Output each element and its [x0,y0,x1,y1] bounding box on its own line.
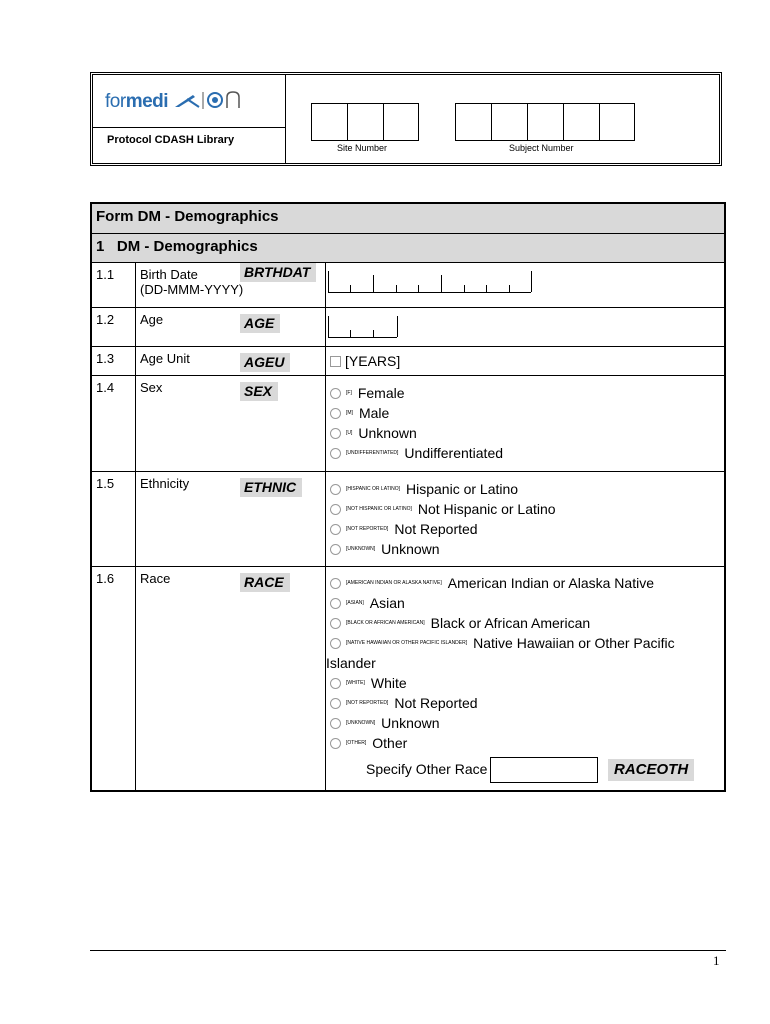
radio-button[interactable] [330,718,341,729]
subject-number-label: Subject Number [509,143,574,153]
sex-option[interactable] [330,443,724,463]
race-option[interactable] [330,613,724,633]
logo-text-medi: medi [125,91,169,112]
subject-digit-box[interactable] [455,103,491,141]
sex-label: Sex [140,380,163,395]
option-label: White [370,675,407,691]
row-number: 1.2 [92,308,136,346]
birth-date-label: Birth Date [140,267,198,282]
birth-date-format: (DD-MMM-YYYY) [140,282,244,297]
option-label: Undifferentiated [404,445,504,461]
radio-button[interactable] [330,598,341,609]
option-label: Not Reported [394,521,478,537]
option-code: [NATIVE HAWAIIAN OR OTHER PACIFIC ISLANDER] [346,640,468,646]
option-label: Other [372,735,408,751]
radio-button[interactable] [330,678,341,689]
option-code: [HISPANIC OR LATINO] [346,486,400,492]
radio-button[interactable] [330,388,341,399]
radio-button[interactable] [330,484,341,495]
ethnicity-option[interactable] [330,539,724,559]
row-birth-date [92,263,724,308]
row-label [136,263,326,307]
ethnicity-option[interactable] [330,499,724,519]
race-option[interactable] [330,633,724,653]
option-label: Black or African American [430,615,591,631]
radio-button[interactable] [330,578,341,589]
sex-option[interactable] [330,403,724,423]
site-number-boxes[interactable] [311,103,419,141]
option-code: [ASIAN] [346,600,364,606]
option-code: [UNKNOWN] [346,720,376,726]
sex-option[interactable] [330,383,724,403]
subject-digit-box[interactable] [563,103,599,141]
row-number: 1.1 [92,263,136,307]
option-label: Unknown [381,715,440,731]
option-code: [M] [346,410,353,416]
radio-button[interactable] [330,618,341,629]
variable-code: BRTHDAT [240,263,316,282]
option-label: Native Hawaiian or Other Pacific [473,635,675,651]
race-label: Race [140,571,171,586]
years-checkbox-label: [YEARS] [345,353,401,369]
option-label: Not Reported [394,695,478,711]
variable-code: RACEOTH [608,759,694,781]
row-sex [92,376,724,472]
row-number: 1.3 [92,347,136,375]
option-code: [UNKNOWN] [346,546,376,552]
option-label: American Indian or Alaska Native [447,575,654,591]
race-option[interactable] [330,713,724,733]
formedix-logo [105,89,245,113]
variable-code: ETHNIC [240,478,302,497]
radio-button[interactable] [330,544,341,555]
option-label: Female [357,385,405,401]
birth-date-field[interactable] [326,263,724,307]
race-option[interactable] [330,593,724,613]
row-age [92,308,724,347]
option-code: [UNDIFFERENTIATED] [346,450,399,456]
race-options [326,567,724,790]
sex-option[interactable] [330,423,724,443]
footer-rule [90,950,726,951]
row-number: 1.4 [92,376,136,471]
row-ethnicity [92,472,724,567]
row-number: 1.5 [92,472,136,566]
section-header [92,234,724,263]
radio-button[interactable] [330,698,341,709]
row-label [136,376,326,471]
demographics-form [90,202,726,792]
years-checkbox[interactable] [330,356,341,367]
option-label: Unknown [358,425,417,441]
option-code: [F] [346,390,352,396]
option-code: [AMERICAN INDIAN OR ALASKA NATIVE] [346,580,442,586]
form-header [90,72,722,166]
variable-code: SEX [240,382,278,401]
subject-digit-box[interactable] [599,103,635,141]
ethnicity-options [326,472,724,566]
section-title: DM - Demographics [116,238,258,255]
age-field[interactable] [326,308,724,346]
site-digit-box[interactable] [383,103,419,141]
radio-button[interactable] [330,504,341,515]
formedix-on-logo-icon [173,89,245,111]
variable-code: AGEU [240,353,290,372]
option-code: [OTHER] [346,740,367,746]
ethnicity-option[interactable] [330,519,724,539]
radio-button[interactable] [330,638,341,649]
radio-button[interactable] [330,408,341,419]
row-label [136,308,326,346]
option-code: [U] [346,430,353,436]
row-label [136,347,326,375]
radio-button[interactable] [330,448,341,459]
subject-digit-box[interactable] [491,103,527,141]
row-number: 1.6 [92,567,136,790]
ethnicity-option[interactable] [330,479,724,499]
specify-other-race-row [330,757,724,787]
race-option-continuation [326,653,724,673]
option-code: [BLACK OR AFRICAN AMERICAN] [346,620,425,626]
age-label: Age [140,312,164,327]
variable-code: AGE [240,314,280,333]
option-label: Hispanic or Latino [406,481,519,497]
row-age-unit [92,347,724,376]
logo-text-for: for [105,91,126,112]
sex-options [326,376,724,471]
row-label [136,567,326,790]
row-race [92,567,724,790]
site-digit-box[interactable] [311,103,347,141]
option-label: Unknown [381,541,440,557]
page-number: 1 [713,953,720,968]
form-title: Form DM - Demographics [92,204,724,234]
variable-code: RACE [240,573,290,592]
radio-button[interactable] [330,738,341,749]
option-label: Not Hispanic or Latino [417,501,556,517]
race-option[interactable] [330,573,724,593]
option-label: Male [358,405,390,421]
option-code: [WHITE] [346,680,365,686]
radio-button[interactable] [330,524,341,535]
ethnicity-label: Ethnicity [140,476,190,491]
option-label-continuation: Islander [326,655,376,671]
option-code: [NOT REPORTED] [346,526,389,532]
option-label: Asian [369,595,405,611]
age-unit-label: Age Unit [140,351,190,366]
site-digit-box[interactable] [347,103,383,141]
header-logo-cell [93,75,286,163]
subject-number-boxes[interactable] [455,103,635,141]
subject-digit-box[interactable] [527,103,563,141]
section-number: 1 [96,238,105,255]
protocol-label: Protocol CDASH Library [93,127,285,163]
age-unit-field [326,347,724,375]
race-option[interactable] [330,733,724,753]
race-option[interactable] [330,693,724,713]
specify-other-race-label: Specify Other Race [366,761,488,777]
specify-other-race-input[interactable] [490,757,598,783]
site-number-label: Site Number [337,143,388,153]
row-label [136,472,326,566]
option-code: [NOT HISPANIC OR LATINO] [346,506,412,512]
race-option[interactable] [330,673,724,693]
radio-button[interactable] [330,428,341,439]
option-code: [NOT REPORTED] [346,700,389,706]
